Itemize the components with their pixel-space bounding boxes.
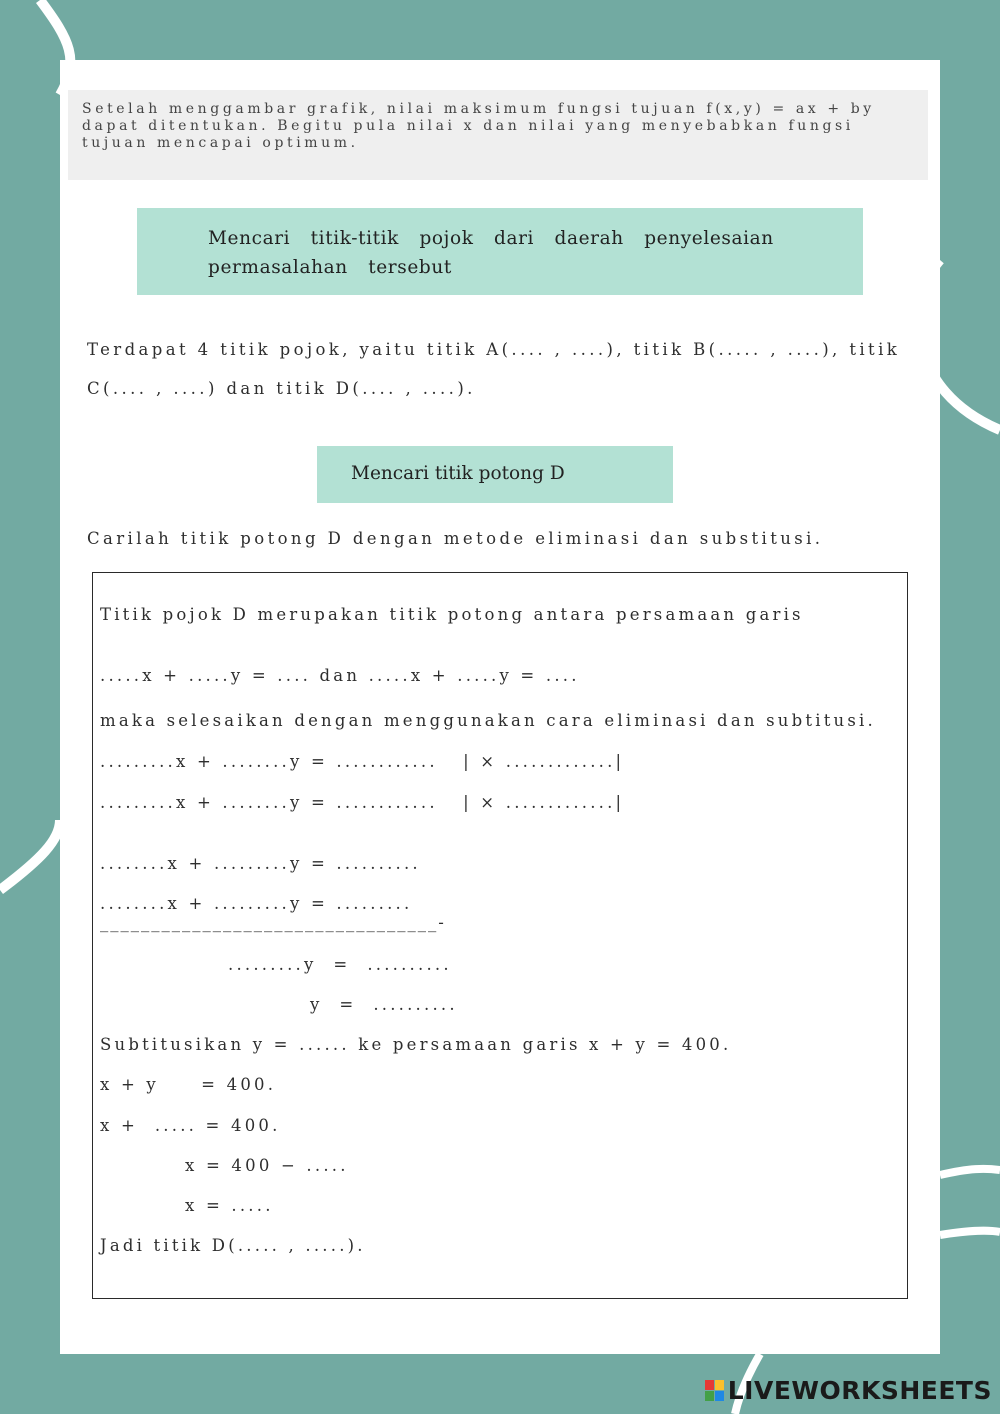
heading-find-corner-points: Mencari titik-titik pojok dari daerah penyelesaian permasalahan tersebut — [137, 208, 863, 295]
work-line-substitute: Subtitusikan y = ...... ke persamaan garis x + y = 400. — [100, 1035, 732, 1054]
work-line-method: maka selesaikan dengan menggunakan cara eliminasi dan subtitusi. — [100, 711, 876, 730]
work-line-equations: .....x + .....y = .... dan .....x + .....y = .... — [100, 666, 580, 685]
intersection-instruction: Carilah titik potong D dengan metode eliminasi dan substitusi. — [87, 529, 824, 548]
work-line-eq1-multiply: .........x + ........y = ............ | × .............| — [100, 752, 625, 771]
work-line-x-value: x = ..... — [185, 1196, 274, 1215]
work-line-eq2-multiply: .........x + ........y = ............ | × .............| — [100, 793, 625, 812]
work-line-conclusion: Jadi titik D(..... , .....). — [100, 1236, 366, 1255]
intro-text: Setelah menggambar grafik, nilai maksimum fungsi tujuan f(x,y) = ax + by dapat ditentukan. Begitu pula nilai x dan nilai yang menyebabkan fungsi tujuan mencapai optimum. — [68, 90, 928, 180]
work-line-y-step: .........y = .......... — [228, 955, 452, 974]
work-line-intro: Titik pojok D merupakan titik potong antara persamaan garis — [100, 605, 804, 624]
liveworksheets-watermark — [705, 1376, 992, 1405]
heading-find-intersection-d: Mencari titik potong D — [317, 446, 673, 503]
work-area-box — [92, 572, 908, 1299]
watermark-text: LIVEWORKSHEETS — [727, 1376, 992, 1405]
work-line-eq1-result: ........x + .........y = .......... — [100, 854, 421, 873]
work-line-eq2-result: ........x + .........y = ......... — [100, 894, 413, 913]
corner-points-paragraph: Terdapat 4 titik pojok, yaitu titik A(.... , ....), titik B(..... , ....), titik C(.... , ....) dan titik D(.... , ....). — [87, 340, 901, 398]
work-line-x-eq1: x + y = 400. — [100, 1075, 277, 1094]
work-line-x-eq2: x + ..... = 400. — [100, 1116, 281, 1135]
worksheet-page — [60, 60, 940, 1354]
work-line-subtraction-rule: _________________________________- — [100, 913, 446, 932]
work-line-y-value: y = .......... — [310, 995, 458, 1014]
work-line-x-eq3: x = 400 − ..... — [185, 1156, 349, 1175]
liveworksheets-logo-icon — [705, 1380, 725, 1402]
